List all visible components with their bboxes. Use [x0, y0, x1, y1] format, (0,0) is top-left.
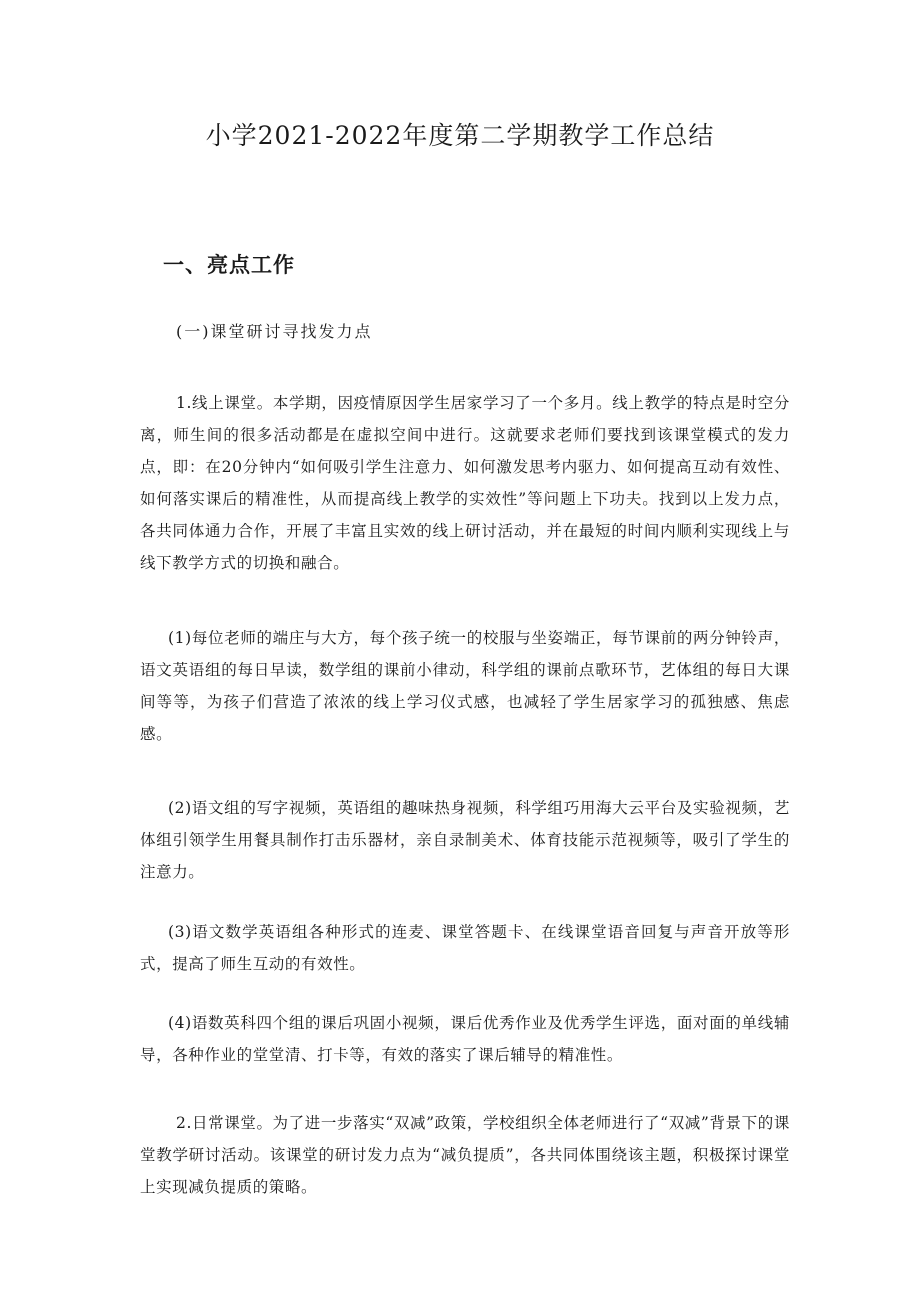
paragraph-online-class: 1.线上课堂。本学期，因疫情原因学生居家学习了一个多月。线上教学的特点是时空分离，师生间的很多活动都是在虚拟空间中进行。这就要求老师们要找到该课堂模式的发力点，即：在20分钟内“如何吸引学生注意力、如何激发思考内驱力、如何提高互动有效性、如何落实课后的精准性，从而提高线上教学的实效性”等问题上下功夫。找到以上发力点，各共同体通力合作，开展了丰富且实效的线上研讨活动，并在最短的时间内顺利实现线上与线下教学方式的切换和融合。	[140, 393, 790, 572]
paragraph-item-2: (2)语文组的写字视频，英语组的趣味热身视频，科学组巧用海大云平台及实验视频，艺体组引领学生用餐具制作打击乐器材，亲自录制美术、体育技能示范视频等，吸引了学生的注意力。	[140, 798, 790, 881]
paragraph-item-3: (3)语文数学英语组各种形式的连麦、课堂答题卡、在线课堂语音回复与声音开放等形式，提高了师生互动的有效性。	[140, 922, 790, 973]
section-heading: 一、亮点工作	[163, 253, 295, 277]
subsection-heading: (一)课堂研讨寻找发力点	[176, 322, 373, 341]
document-title: 小学2021-2022年度第二学期教学工作总结	[205, 121, 715, 150]
paragraph-item-1: (1)每位老师的端庄与大方，每个孩子统一的校服与坐姿端正，每节课前的两分钟铃声，语文英语组的每日早读，数学组的课前小律动，科学组的课前点歌环节，艺体组的每日大课间等等，为孩子们营造了浓浓的线上学习仪式感，也减轻了学生居家学习的孤独感、焦虑感。	[140, 628, 790, 743]
paragraph-daily-class: 2.日常课堂。为了进一步落实“双减”政策，学校组织全体老师进行了“双减”背景下的课堂教学研讨活动。该课堂的研讨发力点为“减负提质”，各共同体围绕该主题，积极探讨课堂上实现减负提质的策略。	[140, 1113, 790, 1196]
paragraph-item-4: (4)语数英科四个组的课后巩固小视频，课后优秀作业及优秀学生评选，面对面的单线辅导，各种作业的堂堂清、打卡等，有效的落实了课后辅导的精准性。	[140, 1013, 790, 1064]
